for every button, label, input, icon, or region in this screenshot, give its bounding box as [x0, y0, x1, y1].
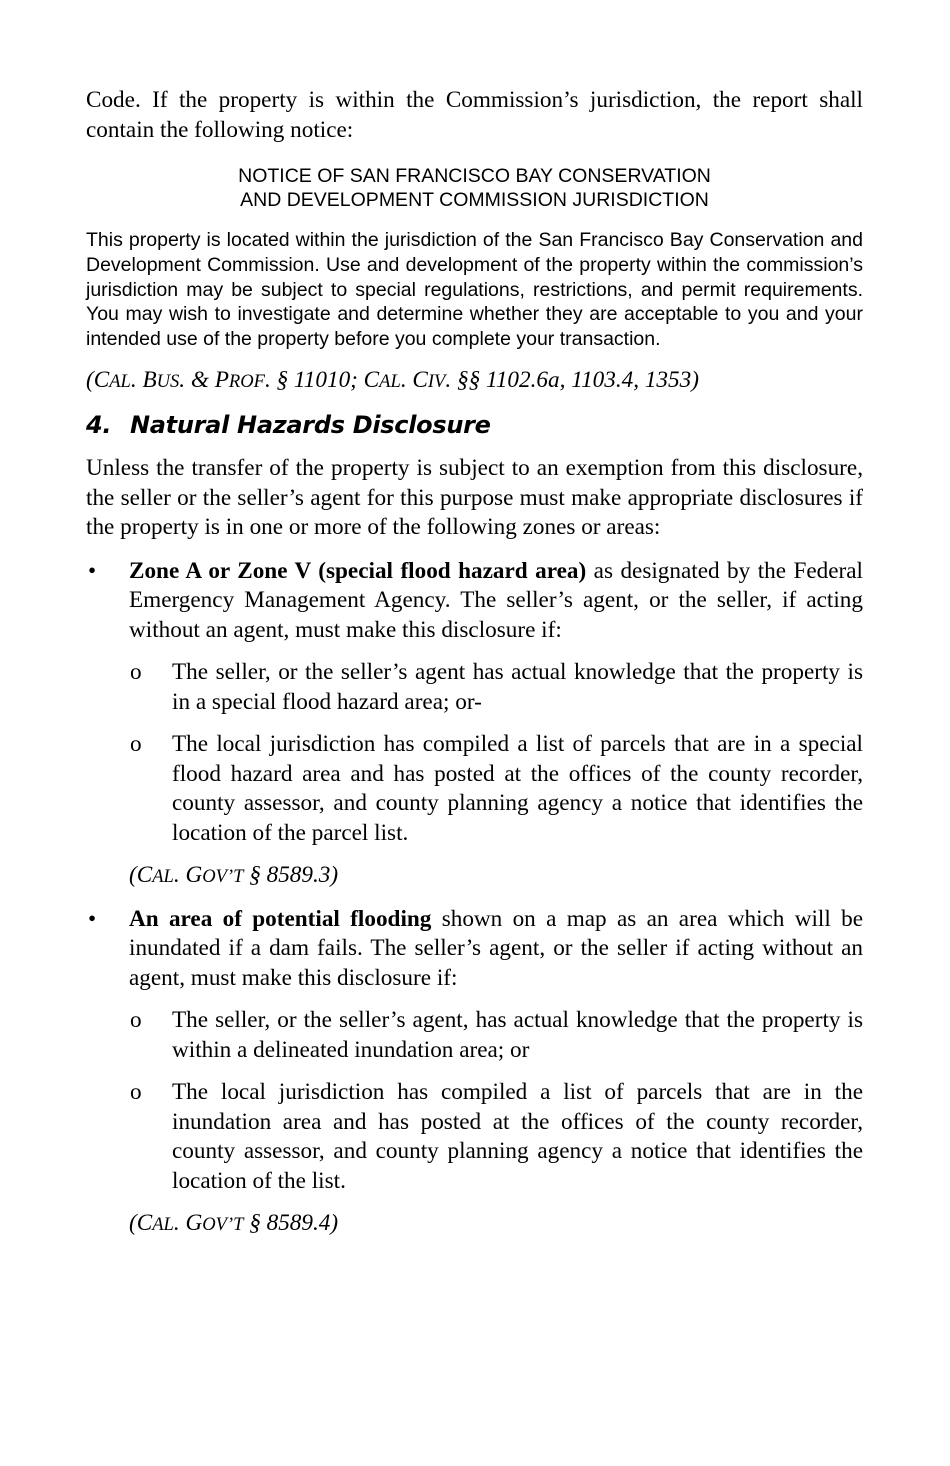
bullet-icon: • — [88, 557, 97, 584]
sub-bullet-icon: o — [130, 731, 142, 758]
sub-item-text: The local jurisdiction has compiled a list of parcels that are in the inundation area and has posted at the offices of the county recorder, county assessor, and county planning agency a notice that identifies the location of the list. — [172, 1079, 863, 1194]
citation-part: § 8589.3) — [243, 862, 339, 889]
sub-item-text: The seller, or the seller’s agent has actual knowledge that the property is in a special flood hazard area; or- — [172, 659, 863, 715]
sub-item-text: The seller, or the seller’s agent, has actual knowledge that the property is within a delineated inundation area; or — [172, 1007, 863, 1063]
bullet-description: shown on a map as an area which will be inundated if a dam fails. The seller’s agent, or the seller if acting without an agent, must make this disclosure if: — [129, 905, 863, 991]
sub-list-item — [129, 1006, 863, 1065]
citation-part: . G — [173, 1210, 203, 1237]
lead-paragraph: Unless the transfer of the property is subject to an exemption from this disclosure, the seller or the seller’s agent for this purpose must make appropriate disclosures if the property is in one or more of the following zones or areas: — [86, 455, 863, 541]
intro-paragraph: Code. If the property is within the Commission’s jurisdiction, the report shall contain the following notice: — [86, 87, 863, 143]
document-page — [86, 86, 863, 1253]
bullet-bold-term: An area of potential flooding — [129, 905, 432, 932]
section-heading — [86, 410, 863, 440]
citation-govt-8589-3 — [129, 861, 863, 892]
notice-body: This property is located within the jurisdiction of the San Francisco Bay Conservation and Development Commission. Use and development of the property within the commission’s jurisdiction may be subject to special regulations, restrictions, and permit requirements. You may wish to investigate and determine whether they are acceptable to you and your intended use of the property before you complete your transaction. — [86, 229, 863, 351]
sub-list-item — [129, 1078, 863, 1196]
citation-part: US — [156, 370, 180, 392]
sub-list-item — [129, 658, 863, 717]
citation-part: . & P — [179, 366, 229, 393]
citation-part: AL — [379, 370, 401, 392]
citation-part: (C — [86, 366, 110, 393]
notice-title — [86, 164, 863, 212]
citation-part: AL — [152, 1214, 174, 1236]
citation-bus-prof — [86, 366, 863, 397]
citation-part: AL — [152, 866, 174, 888]
sub-bullet-icon: o — [130, 659, 142, 686]
citation-part: (C — [129, 1210, 153, 1237]
citation-part: AL — [109, 370, 131, 392]
notice-title-line-1: NOTICE OF SAN FRANCISCO BAY CONSERVATION — [238, 165, 711, 187]
sub-bullet-icon: o — [130, 1007, 142, 1034]
citation-part: . C — [400, 366, 428, 393]
citation-part: § 8589.4) — [243, 1210, 339, 1237]
citation-part: (C — [129, 862, 153, 889]
bullet-text — [129, 557, 863, 646]
citation-part: . §§ 1102.6a, 1103.4, 1353) — [445, 366, 699, 393]
bullet-bold-term: Zone A or Zone V (special flood hazard area) — [129, 557, 587, 584]
citation-part: OV’T — [202, 866, 244, 888]
section-title: Natural Hazards Disclosure — [130, 411, 491, 440]
bullet-icon: • — [88, 905, 97, 932]
sub-bullet-icon: o — [130, 1079, 142, 1106]
citation-part: IV — [427, 370, 446, 392]
notice-title-line-2: AND DEVELOPMENT COMMISSION JURISDICTION — [240, 189, 709, 211]
citation-part: . G — [173, 862, 203, 889]
sub-list-item — [129, 730, 863, 848]
citation-part: ROF — [228, 370, 265, 392]
bullet-text — [129, 905, 863, 994]
citation-govt-8589-4 — [129, 1209, 863, 1240]
citation-part: OV’T — [202, 1214, 244, 1236]
list-item-flood-zone — [86, 557, 863, 892]
citation-part: . § 11010; C — [264, 366, 380, 393]
list-item-dam-inundation — [86, 905, 863, 1240]
section-number: 4. — [86, 411, 112, 440]
sub-item-text: The local jurisdiction has compiled a list of parcels that are in a special flood hazard area and has posted at the offices of the county recorder, county assessor, and county planning agency a notice that identifies the location of the parcel list. — [172, 731, 863, 846]
citation-part: . B — [130, 366, 157, 393]
bullet-description: as designated by the Federal Emergency Management Agency. The seller’s agent, or the seller, if acting without an agent, must make this disclosure if: — [129, 557, 863, 643]
